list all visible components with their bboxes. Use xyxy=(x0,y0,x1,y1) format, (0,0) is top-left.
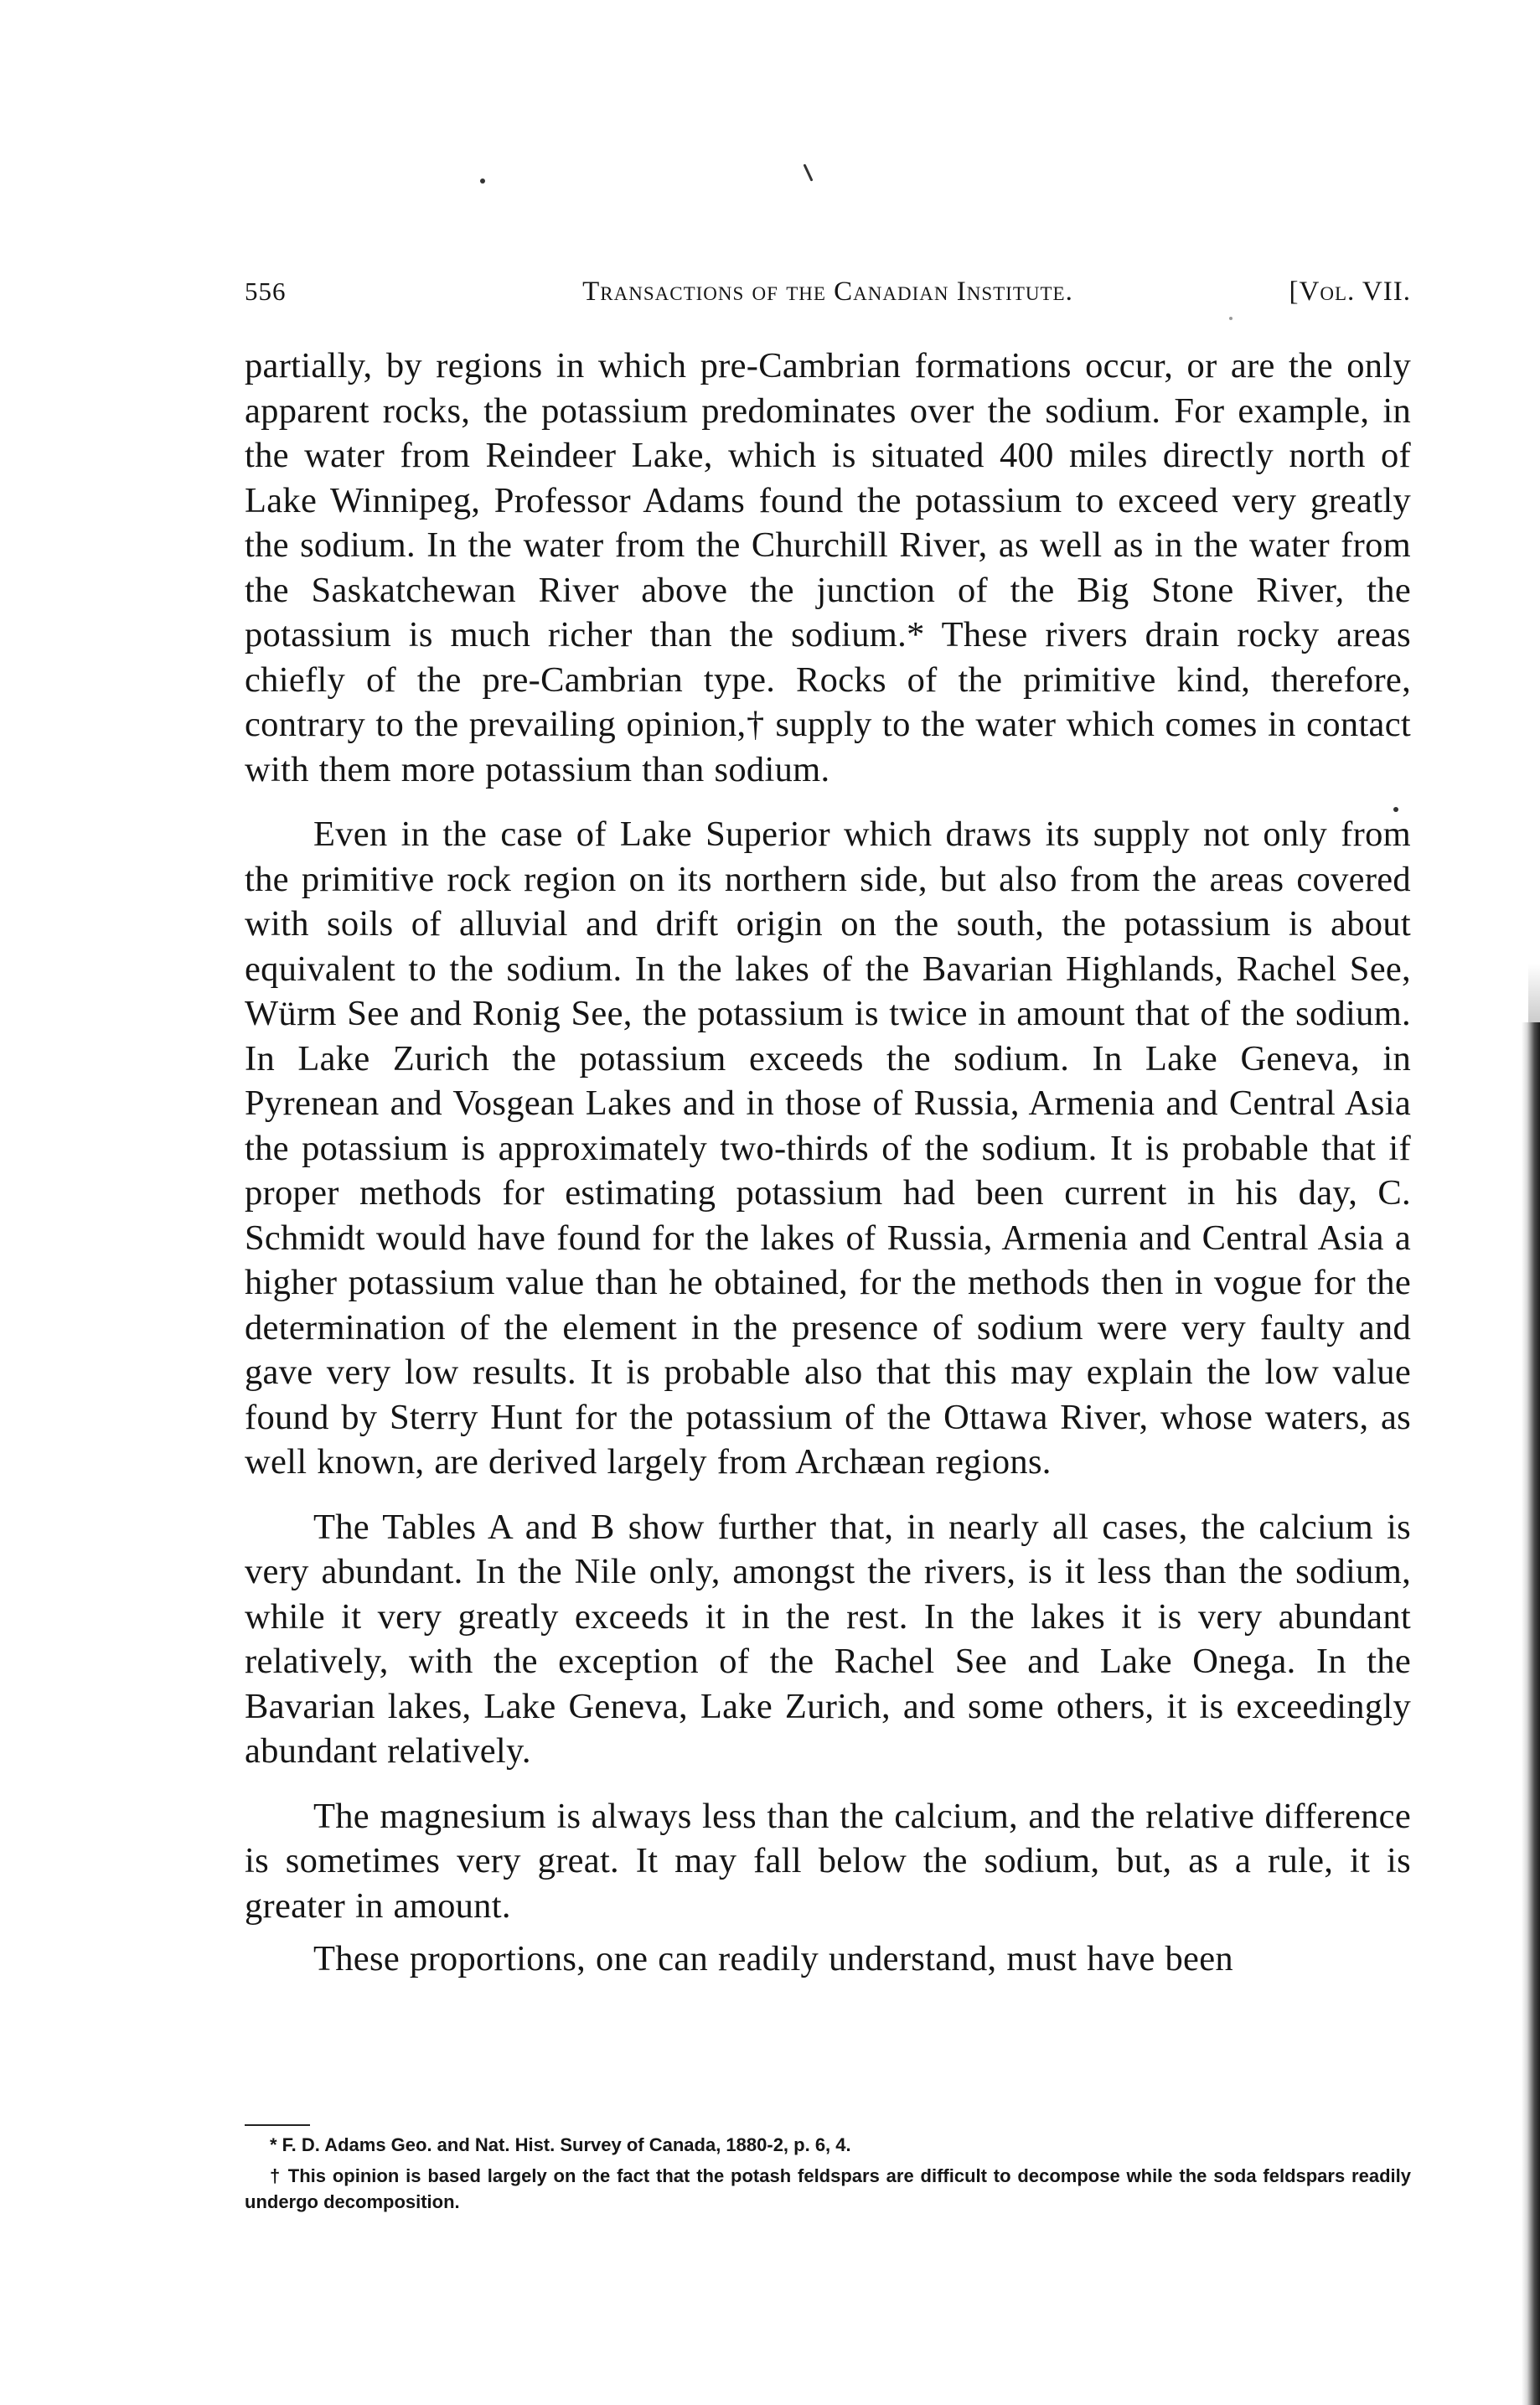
running-head xyxy=(245,277,1411,318)
paragraph: These proportions, one can readily understand, must have been xyxy=(313,1939,1233,1978)
footnote: * F. D. Adams Geo. and Nat. Hist. Survey of Canada, 1880-2, p. 6, 4. xyxy=(270,2134,851,2155)
footnotes xyxy=(245,2132,1411,2215)
journal-title: Transactions of the Canadian Institute. xyxy=(582,277,1073,307)
scan-edge-shadow xyxy=(1522,1022,1540,2405)
stray-mark xyxy=(803,163,813,181)
paragraph: partially, by regions in which pre-Cambrian formations occur, or are the only apparent rocks, the potassium predominates over the sodium. For example, in the water from Reindeer Lake, which is situated 400 miles directly north of Lake Winnipeg, Professor Adams found the potassium to exceed very greatly the sodium. In the water from the Churchill River, as well as in the water from the Saskatchewan River above the junction of the Big Stone River, the potassium is much richer than the sodium.* These rivers drain rocky areas chiefly of the pre-Cambrian type. Rocks of the primitive kind, therefore, contrary to the prevailing opinion,† supply to the water which comes in contact with them more potassium than sodium. xyxy=(245,346,1411,789)
stray-mark xyxy=(480,178,485,184)
paragraph: The Tables A and B show further that, in nearly all cases, the calcium is very abundant. In the Nile only, amongst the rivers, is it less than the sodium, while it very greatly exceeds it in the rest. In the lakes it is very abundant relatively, with the exception of the Rachel See and Lake Onega. In the Bavarian lakes, Lake Geneva, Lake Zurich, and some others, it is exceedingly abundant relatively. xyxy=(245,1507,1411,1771)
body-text xyxy=(245,344,1411,1982)
paragraph: The magnesium is always less than the calcium, and the relative difference is sometimes very great. It may fall below the sodium, but, as a rule, it is greater in amount. xyxy=(245,1796,1411,1926)
volume-label: [Vol. VII. xyxy=(1289,277,1411,307)
footnote-rule xyxy=(245,2124,310,2126)
page-number: 556 xyxy=(245,277,287,306)
paragraph: Even in the case of Lake Superior which draws its supply not only from the primitive rock region on its northern side, but also from the areas covered with soils of alluvial and drift origin on the south, the potassium is about equivalent to the sodium. In the lakes of the Bavarian Highlands, Rachel See, Würm See and Ronig See, the potassium is twice in amount that of the sodium. In Lake Zurich the potassium exceeds the sodium. In Lake Geneva, in Pyrenean and Vosgean Lakes and in those of Russia, Armenia and Central Asia the potassium is approximately two-thirds of the sodium. It is probable that if proper methods for estimating potassium had been current in his day, C. Schmidt would have found for the lakes of Russia, Armenia and Central Asia a higher potassium value than he obtained, for the methods then in vogue for the determination of the element in the presence of sodium were very faulty and gave very low results. It is probable also that this may explain the low value found by Sterry Hunt for the potassium of the Ottawa River, whose waters, as well known, are derived largely from Archæan regions. xyxy=(245,815,1411,1482)
footnote: † This opinion is based largely on the fact that the potash feldspars are difficult to decompose while the soda feldspars readily undergo decomposition. xyxy=(245,2165,1411,2212)
